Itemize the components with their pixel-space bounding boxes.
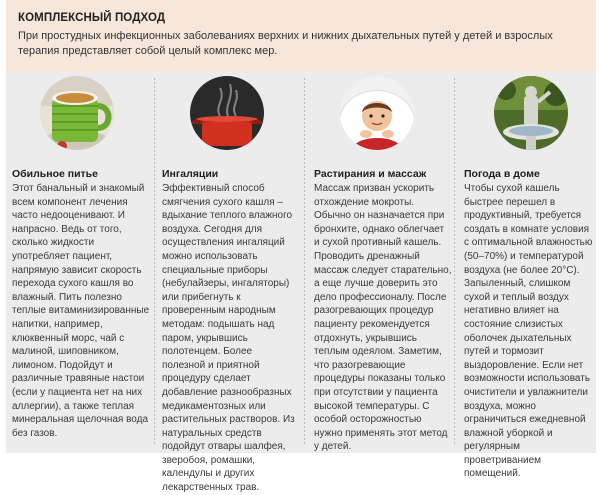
column-divider bbox=[454, 78, 455, 446]
header-panel bbox=[6, 0, 596, 72]
column-title: Ингаляции bbox=[162, 168, 219, 180]
column-inhalation bbox=[156, 72, 302, 494]
column-text: Этот банальный и знакомый всем компонент лечения часто недооценивают. И напрасно. Ведь от того, сколько жидкости употребляет пациент, напрямую зависит скорость перехода сухого кашля во влажный. Пить полезно теплые витаминизированные напитки, например, клюквенный морс, чай с малиной, шиповником, лимоном. Подойдут и различные травяные настои (если у пациента нет на них аллергии), а также теплая минеральная щелочная вода без газов. bbox=[12, 183, 150, 439]
columns-panel bbox=[6, 72, 596, 494]
column-drinking bbox=[6, 72, 154, 453]
intro-text: При простудных инфекционных заболеваниях верхних и нижних дыхательных путей у детей и взрослых терапия представляет собой целый комплекс мер. bbox=[18, 30, 553, 57]
column-title: Растирания и массаж bbox=[314, 168, 427, 180]
column-text: Чтобы сухой кашель быстрее перешел в продуктивный, требуется создать в комнате условия с оптимальной влажностью (50–70%) и температурой воздуха (не более 20°С). Запыленный, слишком сухой и теплый воздух негативно влияет на состояние слизистых оболочек дыхательных путей и тормозит выздоровление. Если нет возможности использовать очистители и увлажнители воздуха, можно ограничиться ежедневной влажной уборкой и регулярным проветриванием помещений. bbox=[464, 183, 593, 480]
column-divider bbox=[304, 78, 305, 446]
fountain-statue-icon bbox=[494, 76, 568, 150]
column-divider bbox=[154, 78, 155, 446]
column-title: Обильное питье bbox=[12, 168, 98, 180]
column-home-climate bbox=[456, 72, 596, 480]
column-text: Массаж призван ускорить отхождение мокроты. Обычно он назначается при бронхите, однако облегчает и сухой противный кашель. Проводить дренажный массаж следует старательно, а еще лучше доверить это дело профессионалу. После разогревающих процедур пациенту рекомендуется отдохнуть, укрывшись теплым одеялом. Заметим, что разогревающие процедуры показаны только при отсутствии у пациента высокой температуры. С особой осторожностью нужно применять этот метод у детей. bbox=[314, 183, 452, 453]
page-title: КОМПЛЕКСНЫЙ ПОДХОД bbox=[18, 12, 166, 24]
tea-cup-icon bbox=[40, 76, 114, 150]
steaming-pot-icon bbox=[190, 76, 264, 150]
column-title: Погода в доме bbox=[464, 168, 540, 180]
child-under-blanket-icon bbox=[340, 76, 414, 150]
column-massage bbox=[306, 72, 454, 453]
column-text: Эффективный способ смягчения сухого кашля – вдыхание теплого влажного воздуха. Сегодня для осуществления ингаляций можно использовать специальные приборы (небулайзеры, ингаляторы) или прибегнуть к проверенным народным методам: подышать над паром, укрывшись полотенцем. Более полезной и приятной процедуру сделает добавление разнообразных медикаментозных или растительных растворов. Из натуральных средств подойдут отвары шалфея, зверобоя, ромашки, календулы и других лекарственных трав. bbox=[162, 183, 295, 494]
